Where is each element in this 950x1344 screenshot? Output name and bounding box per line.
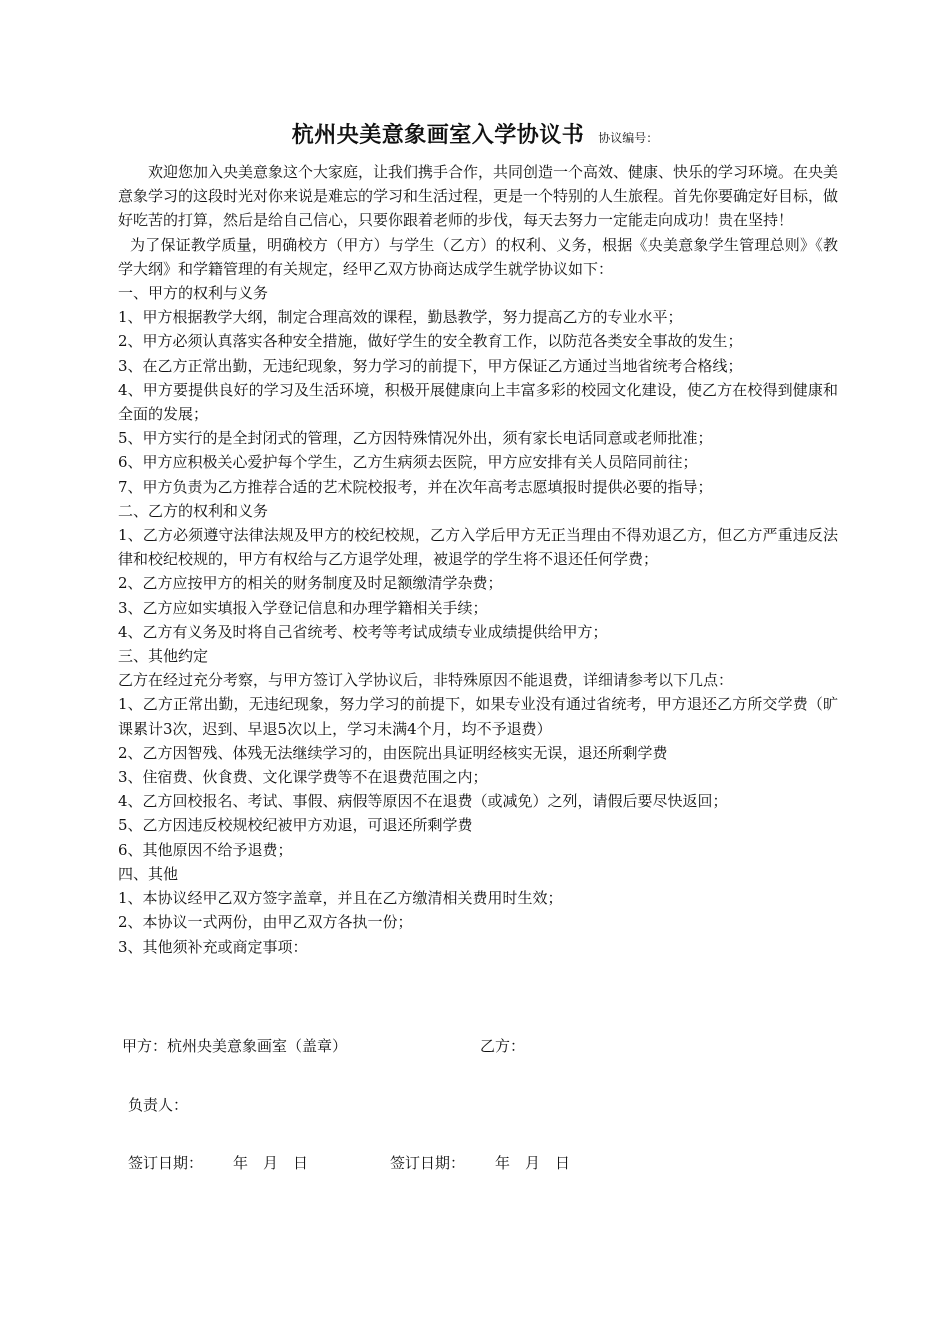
clause: 3、住宿费、伙食费、文化课学费等不在退费范围之内； [118, 768, 488, 787]
clause: 1、本协议经甲乙双方签字盖章，并且在乙方缴清相关费用时生效； [118, 889, 563, 908]
party-a-signature: 甲方：杭州央美意象画室（盖章） [122, 1037, 348, 1055]
clause: 5、乙方因违反校规校纪被甲方劝退，可退还所剩学费 [118, 816, 473, 835]
clause: 2、本协议一式两份，由甲乙双方各执一份； [118, 913, 413, 932]
party-b-sign-date [390, 1152, 570, 1173]
clause: 1、甲方根据教学大纲，制定合理高效的课程，勤恳教学，努力提高乙方的专业水平； [118, 308, 683, 327]
party-a-sign-date [128, 1152, 308, 1173]
section-heading: 三、其他约定 [118, 647, 209, 666]
intro-paragraph: 欢迎您加入央美意象这个大家庭，让我们携手合作，共同创造一个高效、健康、快乐的学习环境。在央美意象学习的这段时光对你来说是难忘的学习和生活过程，更是一个特别的人生旅程。首先你要确定好目标，做好吃苦的打算，然后是给自己信心，只要你跟着老师的步伐，每天去努力一定能走向成功！贵在坚持！ [118, 163, 839, 230]
section-heading: 二、乙方的权利和义务 [118, 501, 269, 520]
clause: 1、乙方必须遵守法律法规及甲方的校纪校规，乙方入学后甲方无正当理由不得劝退乙方，但乙方严重违反法律和校纪校规的，甲方有权给与乙方退学处理，被退学的学生将不退还任何学费； [118, 526, 838, 569]
responsible-person-label: 负责人： [128, 1096, 189, 1114]
page-title: 杭州央美意象画室入学协议书 [291, 122, 585, 148]
clause: 7、甲方负责为乙方推荐合适的艺术院校报考，并在次年高考志愿填报时提供必要的指导； [118, 477, 713, 496]
clause: 3、在乙方正常出勤，无违纪现象，努力学习的前提下，甲方保证乙方通过当地省统考合格线； [118, 356, 743, 375]
clause: 6、其他原因不给予退费； [118, 840, 293, 859]
clause: 3、乙方应如实填报入学登记信息和办理学籍相关手续； [118, 598, 488, 617]
clause: 乙方在经过充分考察，与甲方签订入学协议后，非特殊原因不能退费，详细请参考以下几点： [118, 671, 734, 690]
clause: 1、乙方正常出勤，无违纪现象，努力学习的前提下，如果专业没有通过省统考，甲方退还乙方所交学费（旷课累计3次，迟到、早退5次以上，学习未满4个月，均不予退费） [118, 695, 838, 738]
sign-date-parts: 年 月 日 [233, 1154, 309, 1172]
agreement-number-label: 协议编号： [598, 131, 659, 145]
clause: 6、甲方应积极关心爱护每个学生，乙方生病须去医院，甲方应安排有关人员陪同前往； [118, 453, 698, 472]
title-row [0, 118, 950, 149]
clause: 5、甲方实行的是全封闭式的管理，乙方因特殊情况外出，须有家长电话同意或老师批准； [118, 429, 713, 448]
clause: 4、乙方回校报名、考试、事假、病假等原因不在退费（或减免）之列，请假后要尽快返回； [118, 792, 728, 811]
clause: 4、甲方要提供良好的学习及生活环境，积极开展健康向上丰富多彩的校园文化建设，使乙方在校得到健康和全面的发展； [118, 380, 838, 424]
agreement-body [118, 160, 838, 959]
party-b-signature: 乙方： [480, 1037, 526, 1055]
section-heading: 四、其他 [118, 864, 179, 883]
clause: 2、乙方应按甲方的相关的财务制度及时足额缴清学杂费； [118, 574, 503, 593]
sign-date-parts: 年 月 日 [495, 1154, 571, 1172]
intro-paragraph: 为了保证教学质量，明确校方（甲方）与学生（乙方）的权利、义务，根据《央美意象学生管理总则》《教学大纲》和学籍管理的有关规定，经甲乙双方协商达成学生就学协议如下： [118, 235, 838, 278]
section-heading: 一、甲方的权利与义务 [118, 284, 269, 303]
sign-date-label: 签订日期： [128, 1154, 204, 1172]
clause: 4、乙方有义务及时将自己省统考、校考等考试成绩专业成绩提供给甲方； [118, 622, 608, 641]
sign-date-label: 签订日期： [390, 1154, 466, 1172]
clause: 2、乙方因智残、体残无法继续学习的，由医院出具证明经核实无误，退还所剩学费 [118, 743, 668, 762]
clause: 2、甲方必须认真落实各种安全措施，做好学生的安全教育工作，以防范各类安全事故的发生； [118, 332, 743, 351]
clause: 3、其他须补充或商定事项： [118, 937, 308, 956]
